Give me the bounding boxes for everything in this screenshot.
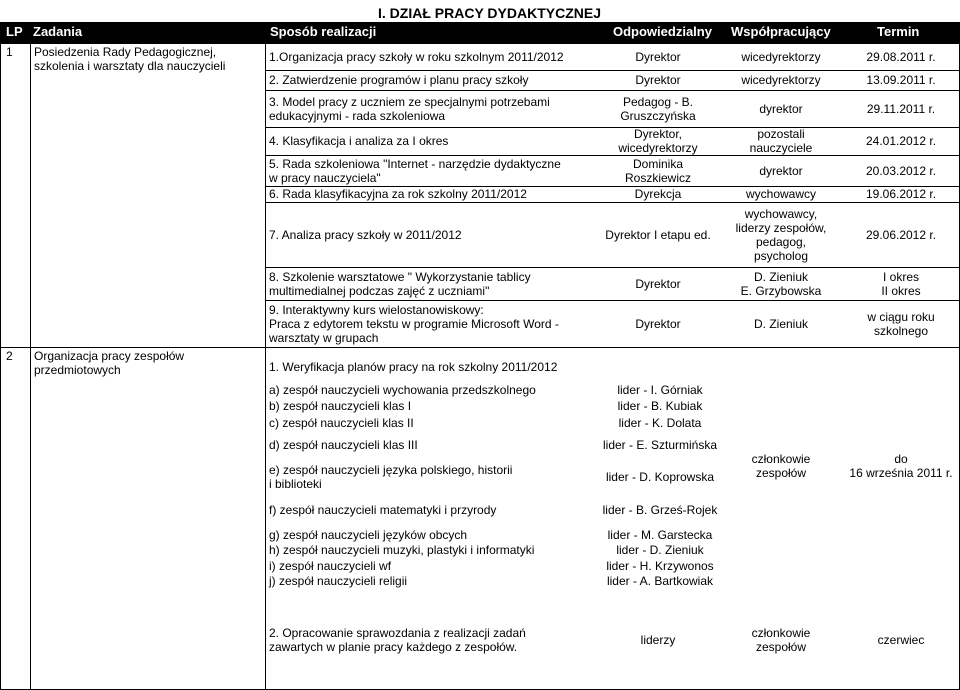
method-cell	[269, 134, 448, 148]
team-leader-cell-line: lider - D. Zieniuk	[616, 543, 704, 557]
cooperating-cell-line: D. Zieniuk	[753, 270, 809, 284]
method-cell-line: warsztaty w grupach	[269, 331, 379, 345]
cooperating-cell-line: członkowie	[751, 626, 811, 640]
deadline-cell	[842, 50, 960, 64]
header-sposob: Sposób realizacji	[270, 24, 377, 39]
team-cell-line: i biblioteki	[269, 477, 322, 491]
cooperating-cell-line: pozostali	[757, 127, 805, 141]
cooperating-cell	[720, 164, 842, 178]
team-leader-cell-line: lider - D. Koprowska	[605, 470, 715, 484]
cooperating-cell-line: zespołów	[755, 640, 807, 654]
responsible-cell	[598, 633, 718, 647]
team-cell	[269, 503, 496, 517]
header-lp: LP	[6, 24, 23, 39]
team-cell	[269, 463, 512, 491]
method-cell-line: Praca z edytorem tekstu w programie Microsoft Word -	[269, 317, 559, 331]
section-2-task	[34, 349, 184, 377]
grid-line	[265, 155, 960, 156]
responsible-cell-line: Pedagog - B.	[622, 95, 694, 109]
responsible-cell	[598, 127, 718, 155]
cooperating-cell-line: E. Grzybowska	[740, 284, 822, 298]
responsible-cell	[598, 317, 718, 331]
team-cell-line: c) zespół nauczycieli klas II	[269, 416, 414, 430]
team-cell	[269, 383, 536, 397]
cooperating-cell	[720, 270, 842, 298]
method-cell	[269, 157, 561, 185]
responsible-cell-line: liderzy	[640, 633, 676, 647]
cooperating-cell-line: zespołów	[755, 466, 807, 480]
team-leader-cell-line: lider - K. Dolata	[618, 416, 702, 430]
method-cell	[269, 73, 528, 87]
team-leader-cell	[590, 416, 730, 430]
team-cell-line: j) zespół nauczycieli religii	[269, 574, 408, 588]
cooperating-cell	[720, 102, 842, 116]
cooperating-cell	[720, 127, 842, 155]
method-cell-line: 7. Analiza pracy szkoły w 2011/2012	[269, 228, 462, 242]
team-leader-cell	[590, 470, 730, 484]
team-cell-line: h) zespół nauczycieli muzyki, plastyki i informatyki	[269, 543, 535, 557]
cooperating-cell	[720, 452, 842, 480]
team-cell	[269, 574, 407, 588]
team-leader-cell	[590, 559, 730, 573]
method-cell-line: 1.Organizacja pracy szkoły w roku szkolnym 2011/2012	[269, 50, 564, 64]
responsible-cell	[598, 50, 718, 64]
responsible-cell-line: Dyrektor,	[633, 127, 682, 141]
responsible-cell	[598, 277, 718, 291]
responsible-cell	[598, 73, 718, 87]
deadline-cell-line: 13.09.2011 r.	[866, 73, 936, 87]
cooperating-cell-line: wicedyrektorzy	[741, 73, 821, 87]
grid-line	[0, 43, 960, 44]
grid-line	[265, 43, 266, 690]
method-cell-line: 4. Klasyfikacja i analiza za I okres	[269, 134, 449, 148]
method-cell	[269, 228, 462, 242]
deadline-cell-line: 29.06.2012 r.	[865, 228, 937, 242]
team-leader-cell-line: lider - I. Górniak	[617, 383, 703, 397]
section-2-task-line: przedmiotowych	[34, 363, 121, 377]
grid-line	[265, 300, 960, 301]
header-zadania: Zadania	[33, 24, 83, 39]
team-cell-line: b) zespół nauczycieli klas I	[269, 399, 412, 413]
responsible-cell-line: Dyrekcja	[634, 187, 682, 201]
method-cell-line: 3. Model pracy z uczniem ze specjalnymi potrzebami	[269, 95, 550, 109]
cooperating-cell	[720, 73, 842, 87]
cooperating-cell-line: członkowie	[751, 452, 811, 466]
team-leader-cell-line: lider - E. Szturmińska	[602, 438, 718, 452]
method-cell	[269, 95, 550, 123]
deadline-cell-line: szkolnego	[873, 324, 929, 338]
responsible-cell-line: Dyrektor	[635, 50, 681, 64]
section-1-task	[34, 45, 225, 73]
team-leader-cell-line: lider - A. Bartkowiak	[606, 574, 714, 588]
team-cell	[269, 559, 391, 573]
method-cell-line: 2. Zatwierdzenie programów i planu pracy szkoły	[269, 73, 529, 87]
team-leader-cell	[590, 543, 730, 557]
team-cell-line: i) zespół nauczycieli wf	[269, 559, 392, 573]
method-cell-line: 1. Weryfikacja planów pracy na rok szkolny 2011/2012	[269, 360, 558, 374]
responsible-cell-line: Gruszczyńska	[620, 109, 696, 123]
method-cell	[269, 50, 564, 64]
deadline-cell-line: I okres	[882, 270, 919, 284]
deadline-cell	[842, 73, 960, 87]
responsible-cell	[598, 228, 718, 242]
grid-line	[30, 43, 31, 690]
cooperating-cell-line: pedagog,	[755, 235, 807, 249]
section-2-task-line: Organizacja pracy zespołów	[34, 349, 185, 363]
cooperating-cell-line: wychowawcy	[745, 187, 817, 201]
cooperating-cell	[720, 317, 842, 331]
header-termin: Termin	[877, 24, 920, 39]
team-leader-cell	[590, 574, 730, 588]
method-cell-line: 5. Rada szkoleniowa "Internet - narzędzie dydaktyczne	[269, 157, 561, 171]
team-cell	[269, 528, 467, 542]
deadline-cell-line: 24.01.2012 r.	[865, 134, 937, 148]
deadline-cell	[842, 228, 960, 242]
method-cell	[269, 303, 559, 345]
deadline-cell-line: 19.06.2012 r.	[865, 187, 937, 201]
method-cell-line: w pracy nauczyciela"	[269, 171, 381, 185]
deadline-cell	[842, 102, 960, 116]
deadline-cell	[842, 633, 960, 647]
team-cell-line: d) zespół nauczycieli klas III	[269, 438, 418, 452]
cooperating-cell	[720, 207, 842, 263]
deadline-cell-line: II okres	[881, 284, 921, 298]
deadline-cell-line: 29.11.2011 r.	[866, 102, 936, 116]
responsible-cell-line: Roszkiewicz	[624, 171, 691, 185]
method-cell-line: 9. Interaktywny kurs wielostanowiskowy:	[269, 303, 484, 317]
grid-line	[265, 202, 960, 203]
deadline-cell-line: 20.03.2012 r.	[865, 164, 937, 178]
method-cell	[269, 626, 526, 654]
grid-line	[265, 90, 960, 91]
deadline-cell-line: 29.08.2011 r.	[866, 50, 936, 64]
cooperating-cell-line: dyrektor	[759, 102, 803, 116]
header-wspolpracujacy: Współpracujący	[731, 24, 831, 39]
cooperating-cell-line: wicedyrektorzy	[741, 50, 821, 64]
cooperating-cell	[720, 50, 842, 64]
method-cell	[269, 270, 531, 298]
deadline-cell-line: do	[894, 452, 908, 466]
cooperating-cell-line: psycholog	[753, 249, 809, 263]
cooperating-cell	[720, 626, 842, 654]
method-cell-line: 2. Opracowanie sprawozdania z realizacji zadań	[269, 626, 526, 640]
section-title: I. DZIAŁ PRACY DYDAKTYCZNEJ	[378, 5, 601, 21]
deadline-cell	[842, 310, 960, 338]
responsible-cell-line: Dyrektor I etapu ed.	[605, 228, 711, 242]
team-cell	[269, 543, 534, 557]
method-cell-line: multimedialnej podczas zajęć z uczniami"	[269, 284, 490, 298]
responsible-cell-line: wicedyrektorzy	[618, 141, 698, 155]
team-cell	[269, 416, 414, 430]
team-leader-cell	[590, 438, 730, 452]
method-cell-line: 8. Szkolenie warsztatowe " Wykorzystanie tablicy	[269, 270, 531, 284]
team-leader-cell	[590, 503, 730, 517]
deadline-cell	[842, 452, 960, 480]
method-cell	[269, 187, 527, 201]
team-leader-cell	[590, 399, 730, 413]
team-leader-cell	[590, 528, 730, 542]
team-leader-cell-line: lider - B. Grześ-Rojek	[602, 503, 718, 517]
section-2-lp: 2	[6, 349, 13, 363]
grid-line	[265, 70, 960, 71]
method-cell-line: edukacyjnymi - rada szkoleniowa	[269, 109, 446, 123]
deadline-cell-line: 16 września 2011 r.	[849, 466, 953, 480]
deadline-cell-line: w ciągu roku	[867, 310, 935, 324]
grid-line	[0, 347, 960, 348]
grid-line	[0, 43, 1, 690]
section-1-lp: 1	[6, 45, 13, 59]
responsible-cell-line: Dominika	[632, 157, 683, 171]
deadline-cell	[842, 270, 960, 298]
deadline-cell	[842, 187, 960, 201]
cooperating-cell-line: dyrektor	[759, 164, 803, 178]
section-1-task-line: szkolenia i warsztaty dla nauczycieli	[34, 59, 226, 73]
responsible-cell	[598, 157, 718, 185]
deadline-cell	[842, 164, 960, 178]
method-cell	[269, 360, 557, 374]
team-cell-line: f) zespół nauczycieli matematyki i przyrody	[269, 503, 497, 517]
cooperating-cell-line: liderzy zespołów,	[735, 221, 827, 235]
team-cell-line: a) zespół nauczycieli wychowania przedszkolnego	[269, 383, 536, 397]
team-cell-line: g) zespół nauczycieli języków obcych	[269, 528, 468, 542]
team-cell	[269, 438, 418, 452]
responsible-cell-line: Dyrektor	[635, 73, 681, 87]
cooperating-cell-line: nauczyciele	[749, 141, 813, 155]
team-leader-cell-line: lider - B. Kubiak	[617, 399, 703, 413]
deadline-cell-line: czerwiec	[877, 633, 925, 647]
method-cell-line: 6. Rada klasyfikacyjna za rok szkolny 2011/2012	[269, 187, 527, 201]
team-leader-cell-line: lider - M. Garstecka	[607, 528, 713, 542]
team-cell	[269, 399, 411, 413]
header-odpowiedzialny: Odpowiedzialny	[613, 24, 712, 39]
team-cell-line: e) zespół nauczycieli języka polskiego, historii	[269, 463, 513, 477]
team-leader-cell	[590, 383, 730, 397]
grid-line	[265, 267, 960, 268]
responsible-cell	[598, 187, 718, 201]
team-leader-cell-line: lider - H. Krzywonos	[606, 559, 714, 573]
responsible-cell-line: Dyrektor	[635, 277, 681, 291]
cooperating-cell	[720, 187, 842, 201]
method-cell-line: zawartych w planie pracy każdego z zespołów.	[269, 640, 518, 654]
cooperating-cell-line: wychowawcy,	[744, 207, 818, 221]
responsible-cell	[598, 95, 718, 123]
section-1-task-line: Posiedzenia Rady Pedagogicznej,	[34, 45, 217, 59]
deadline-cell	[842, 134, 960, 148]
responsible-cell-line: Dyrektor	[635, 317, 681, 331]
cooperating-cell-line: D. Zieniuk	[753, 317, 809, 331]
